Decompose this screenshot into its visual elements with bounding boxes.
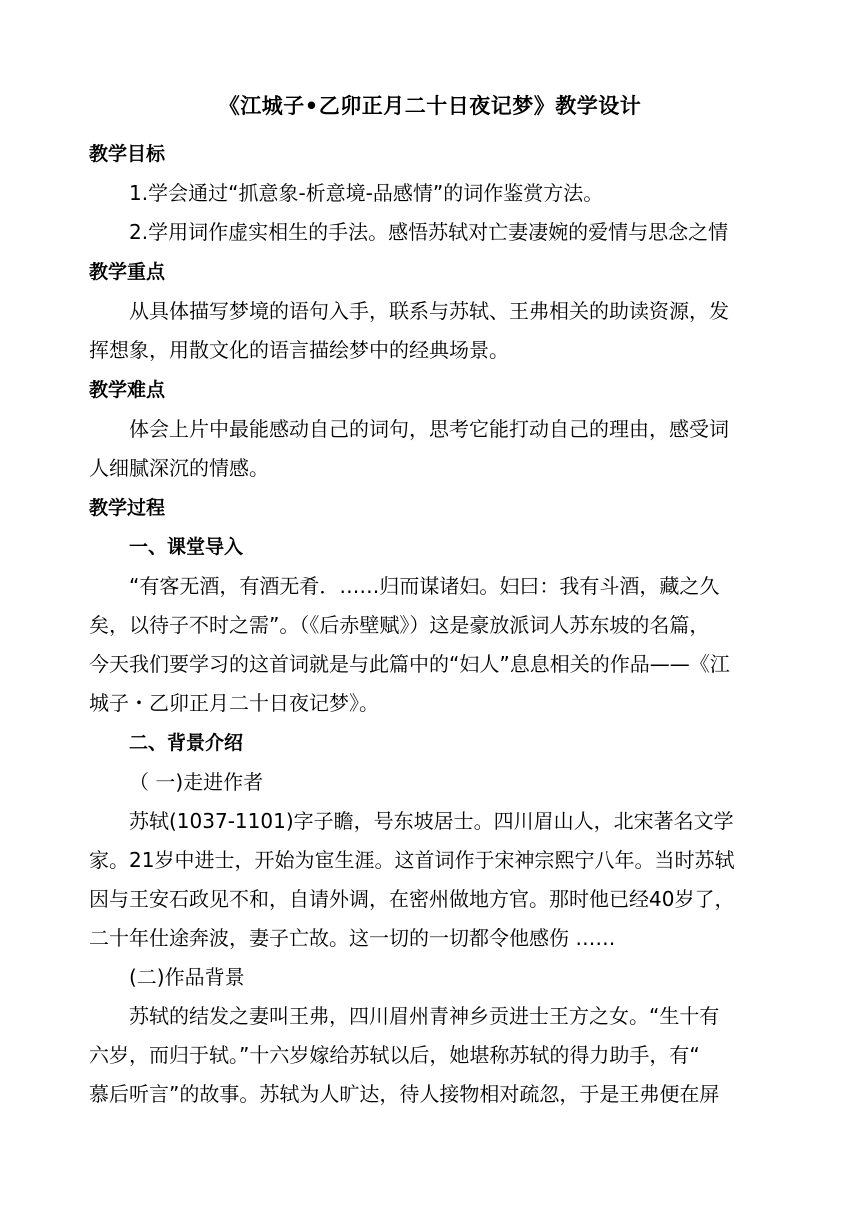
section-1-line-2: 矣，以待子不时之需”。（《后赤壁赋》）这是豪放派词人苏东坡的名篇， <box>89 613 710 637</box>
heading-teaching-process: 教学过程 <box>89 497 166 519</box>
section-2-heading: 二、背景介绍 <box>129 732 244 754</box>
author-line-1: 苏轼(1037-1101)字子瞻，号东坡居士。四川眉山人，北宋著名文学 <box>129 809 734 833</box>
goal-item-1: 1.学会通过“抓意象-析意境-品感情”的词作鉴赏方法。 <box>129 181 604 205</box>
difficulties-line-1: 体会上片中最能感动自己的词句，思考它能打动自己的理由，感受词 <box>129 417 729 441</box>
key-points-line-1: 从具体描写梦境的语句入手，联系与苏轼、王弗相关的助读资源，发 <box>129 299 729 323</box>
section-1-heading: 一、课堂导入 <box>129 536 244 558</box>
subsection-background-heading: (二)作品背景 <box>129 965 245 989</box>
author-line-2: 家。21岁中进士，开始为宦生涯。这首词作于宋神宗熙宁八年。当时苏轼 <box>89 848 735 872</box>
goal-item-2: 2.学用词作虚实相生的手法。感悟苏轼对亡妻凄婉的爱情与思念之情 <box>129 220 729 244</box>
heading-key-points: 教学重点 <box>89 261 166 283</box>
difficulties-line-2: 人细腻深沉的情感。 <box>89 456 269 480</box>
document-title: 《江城子•乙卯正月二十日夜记梦》教学设计 <box>218 94 642 118</box>
background-line-3: 慕后听言”的故事。苏轼为人旷达，待人接物相对疏忽，于是王弗便在屏 <box>89 1082 720 1106</box>
heading-teaching-goals: 教学目标 <box>89 143 166 165</box>
author-line-4: 二十年仕途奔波，妻子亡故。这一切的一切都令他感伤 …… <box>89 926 616 950</box>
section-1-line-1: “有客无酒，有酒无肴．……归而谋诸妇。妇曰：我有斗酒，藏之久 <box>129 574 720 598</box>
key-points-line-2: 挥想象，用散文化的语言描绘梦中的经典场景。 <box>89 338 509 362</box>
background-line-2: 六岁，而归于轼。”十六岁嫁给苏轼以后，她堪称苏轼的得力助手，有“ <box>89 1043 700 1067</box>
section-1-line-3: 今天我们要学习的这首词就是与此篇中的“妇人”息息相关的作品——《江 <box>89 652 730 676</box>
heading-difficulties: 教学难点 <box>89 379 166 401</box>
background-line-1: 苏轼的结发之妻叫王弗，四川眉州青神乡贡进士王方之女。“生十有 <box>129 1004 720 1028</box>
subsection-author-heading: （ 一)走进作者 <box>129 770 264 794</box>
author-line-3: 因与王安石政见不和，自请外调，在密州做地方官。那时他已经40岁了， <box>89 887 735 911</box>
section-1-line-4: 城子・乙卯正月二十日夜记梦》。 <box>89 691 379 715</box>
